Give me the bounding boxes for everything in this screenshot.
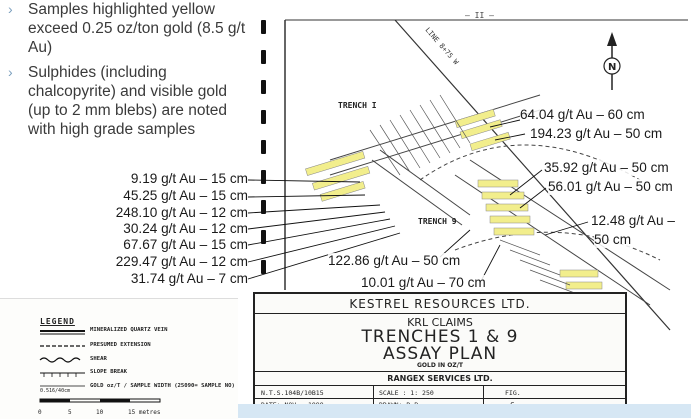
assay-annotation: 64.04 g/t Au – 60 cm [520,107,645,122]
scale-label: 0 [38,409,42,416]
scale-label: 15 metres [128,409,161,416]
assay-annotation: 35.92 g/t Au – 50 cm [544,160,669,175]
bullet-text: Sulphides (including chalcopyrite) and visible gold (up to 2 mm blebs) are noted with high grade samples [28,64,228,138]
assay-annotation: 30.24 g/t Au – 12 cm [90,221,248,237]
legend-title: LEGEND [40,317,75,326]
plan-subtitle: ASSAY PLAN [382,344,498,364]
bullet-marker: › [8,64,13,80]
assay-annotation: 56.01 g/t Au – 50 cm [548,179,673,194]
footer-bar [238,404,691,418]
svg-text:N: N [608,62,617,73]
assay-annotation: 45.25 g/t Au – 15 cm [90,188,248,204]
legend-item: PRESUMED EXTENSION [90,342,151,348]
assay-annotation: 67.67 g/t Au – 15 cm [90,237,248,253]
legend-item: SLOPE BREAK [90,369,128,375]
bullet-marker: › [8,1,13,17]
assay-annotation: 50 cm [594,232,632,247]
assay-annotation: 12.48 g/t Au – [591,213,675,228]
north-arrow-icon [604,32,620,90]
scale-label: 10 [96,409,104,416]
map-top-mark: — II — [465,11,494,20]
units-label: GOLD IN OZ/T [417,362,463,369]
scale-ref: SCALE : 1: 250 [379,389,434,397]
assay-annotation: 229.47 g/t Au – 12 cm [90,254,248,270]
survey-line-label: LINE 8+75 W [423,26,460,67]
legend-sample-label: 0.516/40cm [40,388,71,394]
trench1-label: TRENCH I [338,101,377,110]
right-annotation-arrows [440,120,588,283]
bullet-text: Samples highlighted yellow exceed 0.25 oz/ton gold (8.5 g/t Au) [28,1,246,56]
scale-label: 5 [68,409,72,416]
company-name: KESTREL RESOURCES LTD. [349,297,531,311]
assay-annotation: 122.86 g/t Au – 50 cm [328,253,461,268]
title-block [253,292,627,414]
trench9-label: TRENCH 9 [418,217,457,226]
plan-title: TRENCHES 1 & 9 [361,327,519,347]
assay-annotation: 10.01 g/t Au – 70 cm [361,275,486,290]
assay-annotation: 248.10 g/t Au – 12 cm [90,205,248,221]
claims-name: KRL CLAIMS [407,316,473,329]
assay-annotation: 9.19 g/t Au – 15 cm [90,171,248,187]
prepared-by: RANGEX SERVICES LTD. [387,374,493,383]
assay-annotation: 194.23 g/t Au – 50 cm [530,126,663,141]
legend-item: SHEAR [90,356,107,362]
nts-ref: N.T.S.104B/10B15 [261,389,324,397]
map-legend [0,298,238,419]
legend-item: MINERALIZED QUARTZ VEIN [90,327,168,333]
fig-label: FIG. [505,389,521,397]
assay-annotation: 31.74 g/t Au – 7 cm [90,271,248,287]
legend-item: GOLD oz/T / SAMPLE WIDTH (25090= SAMPLE NO) [90,383,235,389]
legend-symbols [0,299,238,419]
